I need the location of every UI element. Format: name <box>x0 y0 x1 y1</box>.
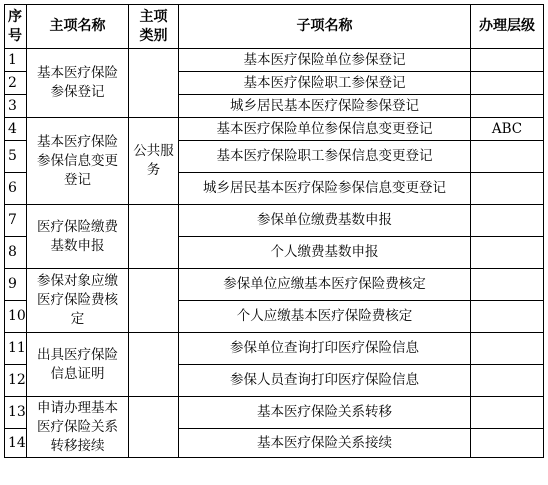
sub-item-name: 参保单位应缴基本医疗保险费核定 <box>179 269 471 301</box>
table-row <box>5 269 544 301</box>
level-cell-empty <box>471 365 544 397</box>
row-number: 11 <box>5 333 27 365</box>
row-number: 10 <box>5 301 27 333</box>
header-row <box>5 5 544 49</box>
table-row <box>5 205 544 237</box>
main-type-cell-empty <box>129 49 179 118</box>
main-type-cell-empty <box>129 397 179 458</box>
header-main-name: 主项名称 <box>27 5 129 49</box>
main-type-cell-empty <box>129 333 179 397</box>
sub-item-name: 参保单位缴费基数申报 <box>179 205 471 237</box>
sub-item-name: 基本医疗保险职工参保登记 <box>179 72 471 95</box>
level-cell-empty <box>471 173 544 205</box>
sub-item-name: 基本医疗保险关系转移 <box>179 397 471 429</box>
level-cell-empty <box>471 141 544 173</box>
sub-item-name: 城乡居民基本医疗保险参保信息变更登记 <box>179 173 471 205</box>
level-cell-empty <box>471 269 544 301</box>
level-cell-empty <box>471 397 544 429</box>
header-sub-name: 子项名称 <box>179 5 471 49</box>
row-number: 3 <box>5 95 27 118</box>
level-cell-empty <box>471 205 544 237</box>
level-cell-empty <box>471 49 544 72</box>
main-item-name: 基本医疗保险 参保登记 <box>27 49 129 118</box>
header-seq: 序 号 <box>5 5 27 49</box>
main-item-name: 参保对象应缴 医疗保险费核 定 <box>27 269 129 333</box>
sub-item-name: 参保单位查询打印医疗保险信息 <box>179 333 471 365</box>
level-cell-empty <box>471 333 544 365</box>
main-type-cell-empty <box>129 269 179 333</box>
row-number: 6 <box>5 173 27 205</box>
sub-item-name: 参保人员查询打印医疗保险信息 <box>179 365 471 397</box>
sub-item-name: 个人缴费基数申报 <box>179 237 471 269</box>
level-cell-empty <box>471 237 544 269</box>
level-value: ABC <box>471 118 544 141</box>
sub-item-name: 基本医疗保险关系接续 <box>179 429 471 458</box>
table-row <box>5 333 544 365</box>
row-number: 14 <box>5 429 27 458</box>
main-type-value: 公共服 务 <box>129 118 179 205</box>
level-cell-empty <box>471 95 544 118</box>
main-item-name: 出具医疗保险 信息证明 <box>27 333 129 397</box>
row-number: 13 <box>5 397 27 429</box>
table-row <box>5 118 544 141</box>
main-item-name: 基本医疗保险 参保信息变更 登记 <box>27 118 129 205</box>
row-number: 12 <box>5 365 27 397</box>
table-row <box>5 49 544 72</box>
row-number: 5 <box>5 141 27 173</box>
header-main-type: 主项 类别 <box>129 5 179 49</box>
row-number: 8 <box>5 237 27 269</box>
sub-item-name: 城乡居民基本医疗保险参保登记 <box>179 95 471 118</box>
sub-item-name: 个人应缴基本医疗保险费核定 <box>179 301 471 333</box>
row-number: 4 <box>5 118 27 141</box>
level-cell-empty <box>471 429 544 458</box>
main-type-cell-empty <box>129 205 179 269</box>
service-items-table <box>4 4 544 458</box>
table-row <box>5 397 544 429</box>
level-cell-empty <box>471 301 544 333</box>
row-number: 2 <box>5 72 27 95</box>
main-item-name: 医疗保险缴费 基数申报 <box>27 205 129 269</box>
header-level: 办理层级 <box>471 5 544 49</box>
sub-item-name: 基本医疗保险单位参保信息变更登记 <box>179 118 471 141</box>
main-item-name: 申请办理基本 医疗保险关系 转移接续 <box>27 397 129 458</box>
sub-item-name: 基本医疗保险单位参保登记 <box>179 49 471 72</box>
level-cell-empty <box>471 72 544 95</box>
row-number: 1 <box>5 49 27 72</box>
row-number: 9 <box>5 269 27 301</box>
row-number: 7 <box>5 205 27 237</box>
sub-item-name: 基本医疗保险职工参保信息变更登记 <box>179 141 471 173</box>
